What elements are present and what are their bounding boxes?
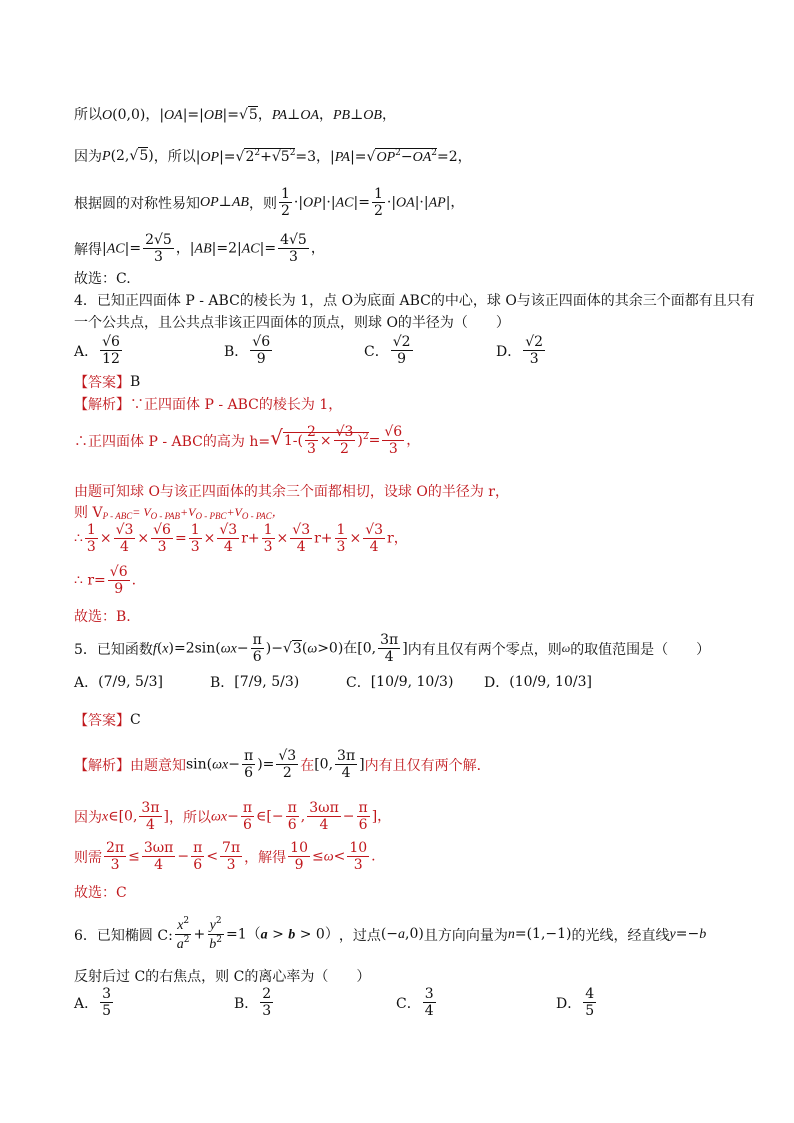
q4-option-a-num: √6: [102, 334, 120, 350]
q5-option-b-label: B．: [210, 675, 235, 691]
q4-a6-math: ∴ r= $\frac{√6}{9}$ .: [74, 564, 137, 598]
q4-analysis-line-5: [74, 522, 408, 555]
q5-a3-mid: ，解得: [244, 849, 287, 866]
q6-option-d-den: 5: [585, 1003, 595, 1020]
q6-point: (−a,0): [380, 926, 424, 943]
q5-a2-mid: ，所以: [168, 809, 211, 826]
q4-answer: [74, 372, 140, 392]
q4-a4-math: $_{P - ABC}= V_{O - PAB}+V_{O - PBC}+V_{O - PAC}$，: [102, 505, 284, 521]
q3-line-3: [74, 186, 464, 219]
q5-a1-suffix: 内有且仅有两个解．: [364, 757, 491, 774]
q4-option-d-label: D．: [496, 343, 522, 360]
q5-option-d-value: (10/9, 10/3]: [509, 674, 592, 690]
q4-option-b-den: 9: [256, 351, 266, 368]
q4-a2-math: √1-( $\frac{2}{3}$ × $\frac{√3}{2}$ )$^2$= $\frac{√6}{3}$ ，: [270, 424, 421, 458]
q6-option-d-label: D．: [556, 995, 582, 1012]
q3-l2-math-b: $|OP|=√2^2+√5^2=3$，$|PA|=√OP^2-OA^2=2$，: [195, 148, 472, 165]
q3-l2-prefix: 因为: [74, 149, 102, 165]
q5-stem-suffix: 内有且仅有两个零点，则: [407, 641, 562, 658]
q3-line-4: [74, 232, 325, 265]
q4-analysis-line-3: 由题可知球 O与该正四面体的其余三个面都相切，设球 O的半径为 r，: [74, 484, 509, 500]
q4-analysis-line-2: [74, 424, 420, 457]
q6-line-eq: y=−b: [669, 926, 707, 943]
q3-l3-math-b: $\frac{1}{2}$ ·|OP|·|AC|= $\frac{1}{2}$ ·|OA|·|AP|，: [280, 186, 465, 220]
q3-l4-prefix: 解得: [74, 241, 102, 258]
q4-a1: ∵正四面体 P - ABC的棱长为 1，: [130, 397, 343, 413]
q5-option-c[interactable]: [346, 672, 453, 692]
q4-option-c-num: √2: [392, 334, 411, 350]
q4-option-b-label: B．: [224, 343, 249, 360]
q6-option-b-num: 2: [262, 986, 272, 1002]
q5-a2-math-b: ωx− $\frac{\pi}{6}$ ∈[− $\frac{\pi}{6}$ , $\frac{3\omega\pi}{4}$ − $\frac{\pi}{6}$ ]，: [210, 800, 392, 834]
q5-option-a[interactable]: [74, 672, 163, 692]
q4-option-d-num: √2: [525, 334, 544, 350]
q6-stem-mid: ，过点: [338, 927, 381, 944]
q4-stem-line-1: 4．已知正四面体 P - ABC的棱长为 1，点 O为底面 ABC的中心，球 O与该正四面体的其余三个面都有且只有: [74, 293, 755, 309]
q3-line-2: [74, 146, 472, 166]
q5-a2-prefix: 因为: [74, 809, 102, 826]
q6-option-a[interactable]: [74, 986, 115, 1019]
q5-answer-value: C: [130, 712, 141, 728]
q4-option-c[interactable]: [364, 334, 415, 367]
q4-option-d[interactable]: [496, 334, 547, 367]
q5-stem: [74, 632, 710, 665]
q5-analysis-tag: 【解析】: [74, 757, 130, 774]
q6-option-b[interactable]: [234, 986, 275, 1019]
q4-option-c-label: C．: [364, 343, 389, 360]
q4-stem-line-2: 一个公共点，且公共点非该正四面体的顶点，则球 O的半径为（ ）: [74, 315, 510, 331]
q5-analysis-line-3: [74, 840, 376, 873]
q6-option-c-den: 4: [424, 1003, 434, 1020]
q5-a3-prefix: 则需: [74, 849, 102, 866]
q5-stem-end: 的取值范围是（ ）: [570, 641, 711, 658]
q3-line-1: [74, 104, 396, 124]
q6-stem-mid2: 且方向向量为: [423, 927, 508, 944]
q5-option-c-label: C．: [346, 675, 371, 691]
q5-analysis-line-1: [74, 748, 491, 781]
q4-answer-tag: 【答案】: [74, 375, 130, 391]
q6-option-d[interactable]: [556, 986, 598, 1019]
q5-answer-tag: 【答案】: [74, 713, 130, 729]
q3-l3-prefix: 根据圆的对称性易知: [74, 195, 200, 212]
q6-option-a-num: 3: [102, 986, 112, 1002]
q5-a3-math-a: $\frac{2\pi}{3}$ ≤ $\frac{3\omega\pi}{4}$ − $\frac{\pi}{6}$ < $\frac{7\pi}{3}$: [106, 840, 241, 874]
q5-a1-math-a: sin(ωx− $\frac{\pi}{6}$ )= $\frac{√3}{2}$: [186, 748, 297, 782]
q4-a2-prefix: ∴正四面体 P - ABC的高为 h=: [74, 433, 271, 450]
q5-stem-prefix: 5．已知函数: [74, 641, 153, 658]
q5-answer: [74, 710, 141, 730]
q6-stem-line-1: [74, 916, 706, 953]
q4-option-b[interactable]: [224, 334, 274, 367]
q4-answer-value: B: [130, 374, 141, 390]
q5-option-d-label: D．: [484, 675, 510, 691]
q6-stem-mid3: 的光线，经直线: [571, 927, 670, 944]
q4-a5-math: ∴ $\frac{1}{3}$ × $\frac{√3}{4}$ × $\frac{√6}{3}$ = $\frac{1}{3}$ × $\frac{√3}{4}$ r+ $\frac{1}{3}$ × $\frac{√3}{4}$ r+ $\frac{1}{3}$ × $\frac{√3}{4}$ r，: [74, 522, 408, 556]
q5-option-b[interactable]: [210, 672, 299, 692]
q3-l3-math-a: OP⊥AB: [200, 194, 249, 211]
q6-stem-prefix: 6．已知椭圆 C:: [74, 927, 173, 944]
omega-symbol: ω: [561, 641, 571, 656]
q4-option-b-num: √6: [252, 334, 271, 350]
q4-choice: 故选：B.: [74, 609, 131, 625]
q5-choice: 故选：C: [74, 885, 127, 901]
q6-vector: n=(1,−1): [507, 926, 572, 943]
q5-a1-prefix: 由题意知: [130, 757, 186, 774]
q6-option-a-label: A．: [74, 995, 99, 1012]
q3-l1-math: O(0,0)，|OA|=|OB|=√5，PA⊥OA，PB⊥OB，: [102, 107, 396, 123]
q4-a4-prefix: 则 V: [74, 505, 103, 521]
q6-option-b-label: B．: [234, 995, 259, 1012]
q3-choice: 故选：C.: [74, 271, 131, 287]
q5-a1-mid: 在: [300, 757, 315, 774]
q4-option-a-den: 12: [102, 351, 120, 368]
q6-option-c-num: 3: [424, 986, 434, 1002]
q5-stem-math: f(x)=2sin(ωx− $\frac{\pi}{6}$ )−√3(ω>0)在[0, $\frac{3\pi}{4}$ ]: [152, 632, 408, 666]
q5-option-a-value: (7/9, 5/3]: [98, 674, 164, 690]
q6-option-c[interactable]: [396, 986, 438, 1019]
q5-a1-math-b: [0, $\frac{3\pi}{4}$ ]: [314, 748, 365, 782]
q5-option-a-label: A．: [74, 675, 99, 691]
q6-option-b-den: 3: [262, 1003, 272, 1020]
q4-option-c-den: 9: [397, 351, 407, 368]
q5-a3-math-b: $\frac{10}{9}$ ≤ω< $\frac{10}{3}$ .: [290, 840, 376, 874]
q4-analysis-tag: 【解析】: [74, 397, 130, 413]
q5-option-b-value: [7/9, 5/3): [234, 674, 300, 690]
q6-stem-line-2: 反射后过 C的右焦点，则 C的离心率为（ ）: [74, 969, 371, 985]
q5-option-d[interactable]: [484, 672, 592, 692]
q6-option-d-num: 4: [585, 986, 595, 1002]
q3-l4-math: |AC|= $\frac{2√5}{3}$ ，|AB|=2|AC|= $\frac{4√5}{3}$ ，: [102, 232, 325, 266]
q3-l1-prefix: 所以: [74, 107, 102, 123]
q5-a2-math-a: x∈[0, $\frac{3\pi}{4}$ ]: [102, 800, 169, 834]
q4-analysis-line-6: [74, 564, 136, 597]
q4-option-a-label: A．: [74, 343, 99, 360]
q4-option-d-den: 3: [529, 351, 539, 368]
q5-option-c-value: [10/9, 10/3): [370, 674, 454, 690]
q6-option-a-den: 5: [102, 1003, 112, 1020]
q4-option-a[interactable]: [74, 334, 124, 367]
q5-analysis-line-2: [74, 800, 391, 833]
q3-l3-mid: ，则: [248, 195, 277, 212]
q6-ellipse-eq: $\frac{x^2}{a^2}$ + $\frac{y^2}{b^2}$ =1（a > b > 0）: [176, 916, 339, 953]
q4-analysis-line-4: [74, 502, 284, 522]
q3-l2-mid: ，所以: [153, 149, 196, 165]
q6-option-c-label: C．: [396, 995, 421, 1012]
q4-analysis-line-1: [74, 394, 342, 414]
q3-l2-math-a: P(2,√5): [102, 147, 154, 164]
